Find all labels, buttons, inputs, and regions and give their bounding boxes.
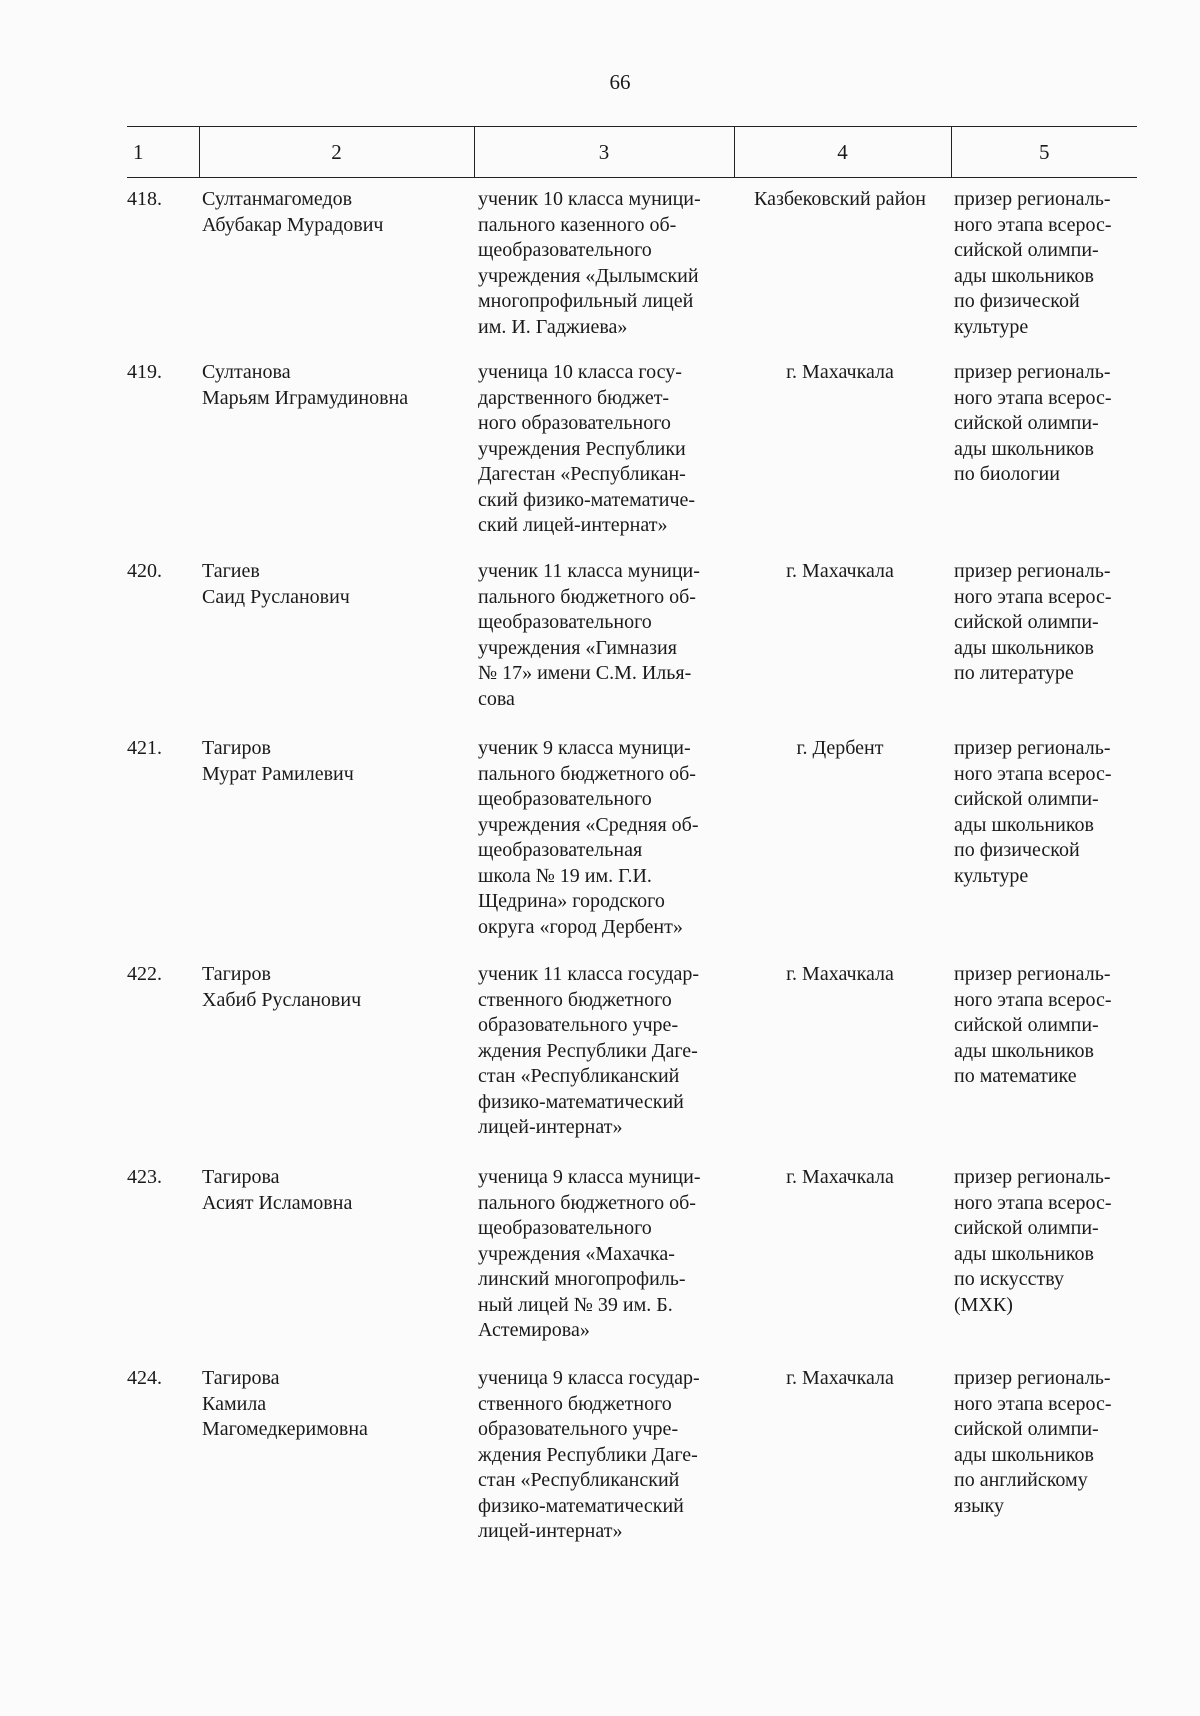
region: г. Махачкала — [786, 361, 894, 383]
school-description: ученик 9 класса муници- пального бюджетного об- щеобразовательного учреждения «Средняя об- щеобразовательная школа № 19 им. Г.И. Щедрина» городского округа «город Дербент» — [478, 737, 699, 938]
column-header-row — [127, 126, 1137, 178]
award-description: призер региональ- ного этапа всерос- сийской олимпи- ады школьников по физической культуре — [954, 737, 1112, 887]
award-description: призер региональ- ного этапа всерос- сийской олимпи- ады школьников по литературе — [954, 560, 1112, 684]
column-header-2: 2 — [199, 127, 474, 178]
award-description: призер региональ- ного этапа всерос- сийской олимпи- ады школьников по биологии — [954, 361, 1112, 485]
student-name: Тагиров Мурат Рамилевич — [202, 737, 354, 785]
column-header-3: 3 — [474, 127, 734, 178]
student-name: Тагиев Саид Русланович — [202, 560, 350, 608]
column-header-1: 1 — [127, 127, 199, 178]
region: г. Махачкала — [786, 560, 894, 582]
student-name: Тагиров Хабиб Русланович — [202, 963, 362, 1011]
region: г. Махачкала — [786, 1166, 894, 1188]
row-number: 420. — [127, 560, 162, 582]
school-description: ученица 10 класса госу- дарственного бюджет- ного образовательного учреждения Республики Дагестан «Республикан- ский физико-математиче- ский лицей-интернат» — [478, 361, 696, 536]
school-description: ученик 11 класса государ- ственного бюджетного образовательного учре- ждения Республики Даге- стан «Республиканский физико-математический лицей-интернат» — [478, 963, 700, 1138]
award-description: призер региональ- ного этапа всерос- сийской олимпи- ады школьников по английскому языку — [954, 1367, 1112, 1517]
row-number: 422. — [127, 963, 162, 985]
school-description: ученица 9 класса государ- ственного бюджетного образовательного учре- ждения Республики Даге- стан «Республиканский физико-математический лицей-интернат» — [478, 1367, 700, 1542]
student-name: Султанова Марьям Играмудиновна — [202, 361, 409, 409]
region: г. Дербент — [796, 737, 884, 759]
row-number: 421. — [127, 737, 162, 759]
row-number: 424. — [127, 1367, 162, 1389]
region: г. Махачкала — [786, 1367, 894, 1389]
column-header-4: 4 — [734, 127, 951, 178]
student-name: Султанмагомедов Абубакар Мурадович — [202, 188, 384, 236]
school-description: ученик 10 класса муници- пального казенного об- щеобразовательного учреждения «Дылымский многопрофильный лицей им. И. Гаджиева» — [478, 188, 701, 338]
student-name: Тагирова Асият Исламовна — [202, 1166, 353, 1214]
row-number: 418. — [127, 188, 162, 210]
student-name: Тагирова Камила Магомедкеримовна — [202, 1367, 368, 1440]
award-description: призер региональ- ного этапа всерос- сийской олимпи- ады школьников по физической культуре — [954, 188, 1112, 338]
row-number: 423. — [127, 1166, 162, 1188]
school-description: ученик 11 класса муници- пального бюджетного об- щеобразовательного учреждения «Гимназия № 17» имени С.М. Илья- сова — [478, 560, 700, 710]
column-header-5: 5 — [951, 127, 1137, 178]
region: г. Махачкала — [786, 963, 894, 985]
region: Казбековский район — [754, 188, 926, 210]
award-description: призер региональ- ного этапа всерос- сийской олимпи- ады школьников по искусству (МХК) — [954, 1166, 1112, 1316]
award-description: призер региональ- ного этапа всерос- сийской олимпи- ады школьников по математике — [954, 963, 1112, 1087]
page-number: 66 — [609, 70, 631, 94]
school-description: ученица 9 класса муници- пального бюджетного об- щеобразовательного учреждения «Махачка- линский многопрофиль- ный лицей № 39 им. Б. Астемирова» — [478, 1166, 701, 1341]
row-number: 419. — [127, 361, 162, 383]
